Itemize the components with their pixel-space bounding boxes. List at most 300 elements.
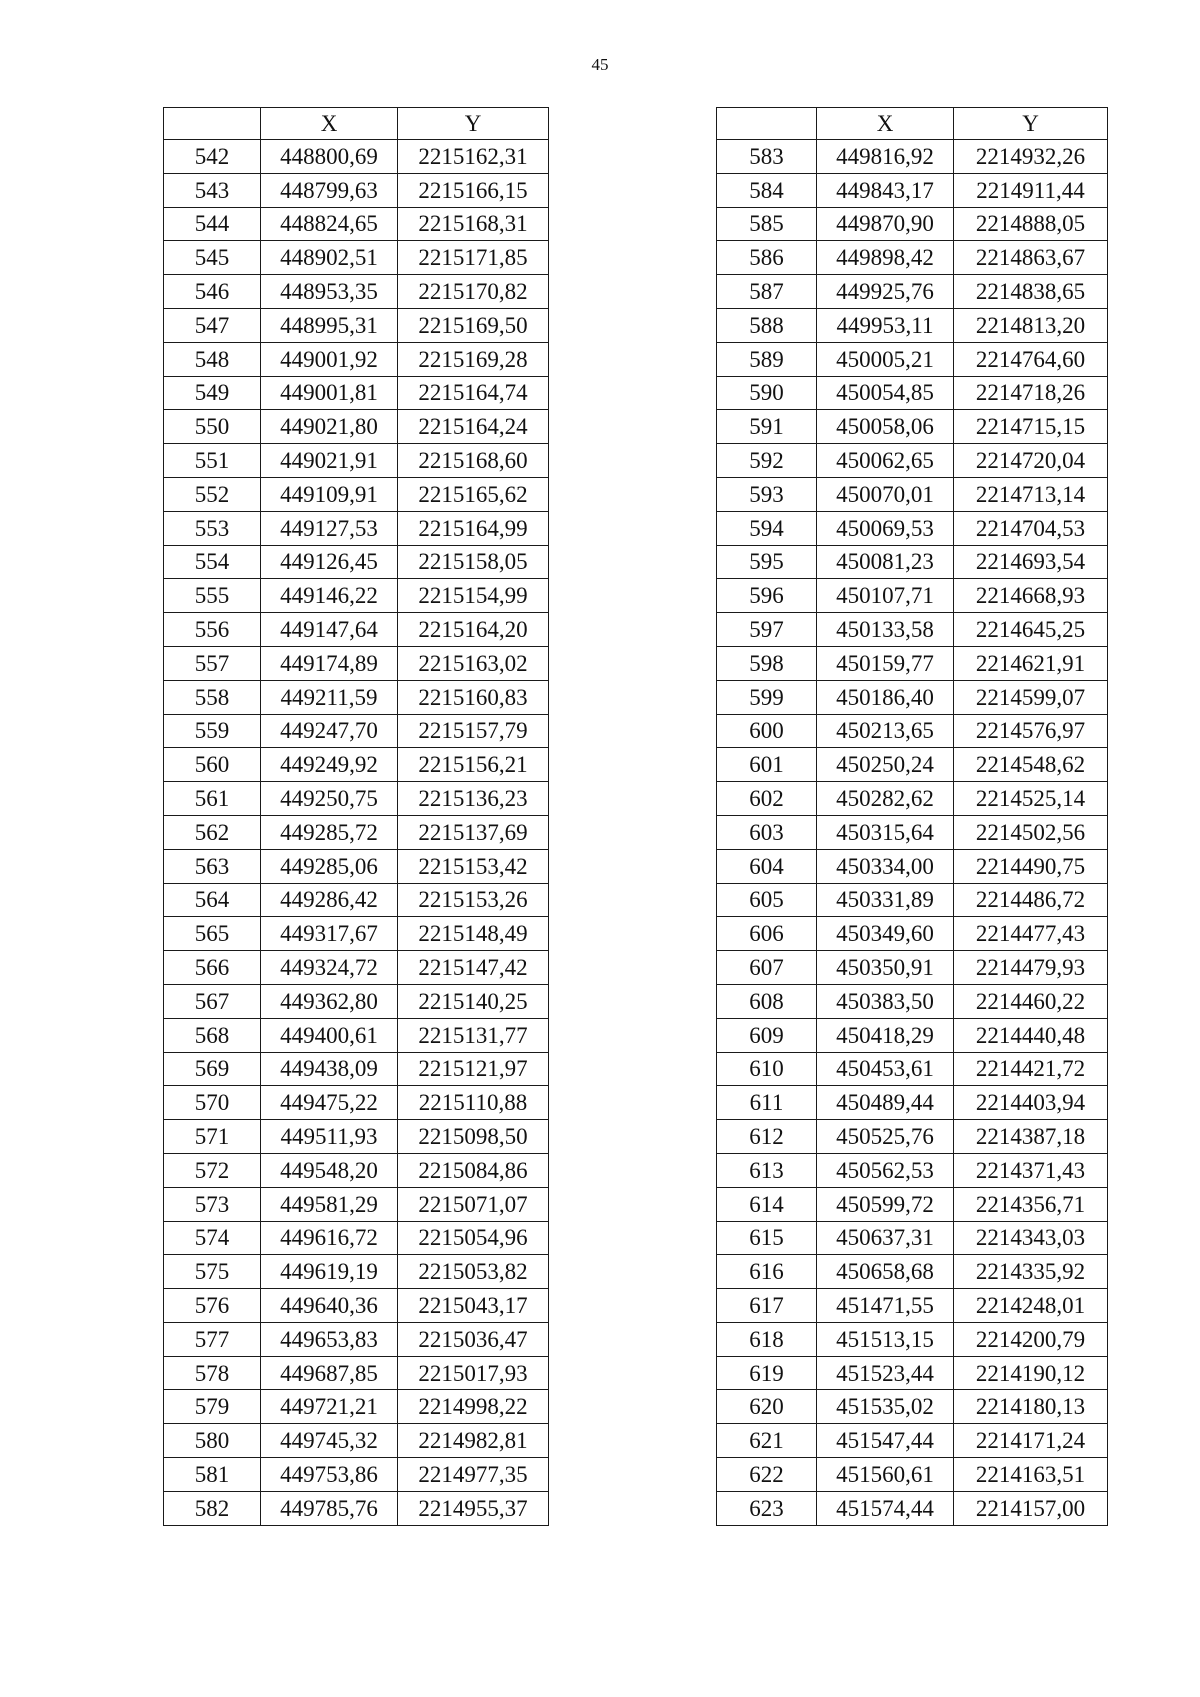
y-coordinate-cell: 2215164,99 (398, 511, 549, 545)
point-number-cell: 563 (164, 849, 261, 883)
y-coordinate-cell: 2215156,21 (398, 748, 549, 782)
table-row (717, 1458, 1108, 1492)
y-coordinate-cell: 2215053,82 (398, 1255, 549, 1289)
table-row (717, 1255, 1108, 1289)
point-number-cell: 588 (717, 308, 817, 342)
point-number-cell: 584 (717, 173, 817, 207)
y-coordinate-cell: 2215098,50 (398, 1120, 549, 1154)
y-coordinate-cell: 2214180,13 (954, 1390, 1108, 1424)
y-coordinate-cell: 2214764,60 (954, 342, 1108, 376)
point-number-cell: 545 (164, 241, 261, 275)
point-number-cell: 617 (717, 1289, 817, 1323)
table-row (717, 748, 1108, 782)
table-row (164, 1221, 549, 1255)
point-number-cell: 592 (717, 444, 817, 478)
y-coordinate-cell: 2214190,12 (954, 1356, 1108, 1390)
x-coordinate-cell: 449127,53 (261, 511, 398, 545)
table-row (717, 613, 1108, 647)
y-coordinate-cell: 2215131,77 (398, 1018, 549, 1052)
table-row (164, 241, 549, 275)
point-number-cell: 594 (717, 511, 817, 545)
point-number-cell: 606 (717, 917, 817, 951)
x-coordinate-cell: 449925,76 (817, 275, 954, 309)
point-number-cell: 593 (717, 477, 817, 511)
point-number-cell: 623 (717, 1491, 817, 1525)
y-coordinate-cell: 2215171,85 (398, 241, 549, 275)
y-coordinate-cell: 2214621,91 (954, 646, 1108, 680)
y-coordinate-cell: 2215148,49 (398, 917, 549, 951)
point-number-cell: 547 (164, 308, 261, 342)
table-row (164, 782, 549, 816)
x-coordinate-cell: 449286,42 (261, 883, 398, 917)
x-coordinate-cell: 449898,42 (817, 241, 954, 275)
y-coordinate-cell: 2214998,22 (398, 1390, 549, 1424)
table-row (717, 1018, 1108, 1052)
point-number-cell: 589 (717, 342, 817, 376)
x-coordinate-cell: 450054,85 (817, 376, 954, 410)
x-coordinate-cell: 450637,31 (817, 1221, 954, 1255)
point-number-cell: 571 (164, 1120, 261, 1154)
point-number-cell: 598 (717, 646, 817, 680)
table-row (164, 680, 549, 714)
x-coordinate-cell: 449285,06 (261, 849, 398, 883)
point-number-cell: 561 (164, 782, 261, 816)
x-coordinate-cell: 448799,63 (261, 173, 398, 207)
y-coordinate-cell: 2214335,92 (954, 1255, 1108, 1289)
table-row (164, 173, 549, 207)
point-number-cell: 570 (164, 1086, 261, 1120)
y-coordinate-cell: 2215110,88 (398, 1086, 549, 1120)
point-number-cell: 551 (164, 444, 261, 478)
point-number-cell: 568 (164, 1018, 261, 1052)
y-coordinate-cell: 2214888,05 (954, 207, 1108, 241)
point-number-cell: 543 (164, 173, 261, 207)
x-coordinate-cell: 449753,86 (261, 1458, 398, 1492)
y-coordinate-cell: 2215140,25 (398, 984, 549, 1018)
table-row (164, 984, 549, 1018)
y-coordinate-cell: 2214713,14 (954, 477, 1108, 511)
x-coordinate-cell: 450069,53 (817, 511, 954, 545)
table-row (717, 444, 1108, 478)
table-row (164, 511, 549, 545)
table-row (717, 1187, 1108, 1221)
y-coordinate-cell: 2214421,72 (954, 1052, 1108, 1086)
point-number-cell: 575 (164, 1255, 261, 1289)
coordinates-table-right (716, 107, 1108, 1526)
y-coordinate-cell: 2214838,65 (954, 275, 1108, 309)
table-row (717, 815, 1108, 849)
x-coordinate-cell: 448995,31 (261, 308, 398, 342)
point-number-cell: 611 (717, 1086, 817, 1120)
y-coordinate-cell: 2214477,43 (954, 917, 1108, 951)
table-row (164, 1086, 549, 1120)
table-row (717, 984, 1108, 1018)
table-row (164, 1390, 549, 1424)
y-coordinate-cell: 2215036,47 (398, 1322, 549, 1356)
point-number-cell: 601 (717, 748, 817, 782)
table-row (164, 1322, 549, 1356)
y-coordinate-cell: 2214576,97 (954, 714, 1108, 748)
x-coordinate-cell: 450489,44 (817, 1086, 954, 1120)
point-number-cell: 583 (717, 140, 817, 174)
y-coordinate-cell: 2214911,44 (954, 173, 1108, 207)
table-row (717, 849, 1108, 883)
y-coordinate-cell: 2215043,17 (398, 1289, 549, 1323)
y-coordinate-cell: 2215169,50 (398, 308, 549, 342)
header-y: Y (398, 108, 549, 140)
x-coordinate-cell: 451560,61 (817, 1458, 954, 1492)
table-row (164, 1153, 549, 1187)
x-coordinate-cell: 449249,92 (261, 748, 398, 782)
table-row (164, 1458, 549, 1492)
y-coordinate-cell: 2215147,42 (398, 951, 549, 985)
y-coordinate-cell: 2215154,99 (398, 579, 549, 613)
point-number-cell: 595 (717, 545, 817, 579)
x-coordinate-cell: 450213,65 (817, 714, 954, 748)
y-coordinate-cell: 2214371,43 (954, 1153, 1108, 1187)
x-coordinate-cell: 449721,21 (261, 1390, 398, 1424)
y-coordinate-cell: 2214548,62 (954, 748, 1108, 782)
point-number-cell: 580 (164, 1424, 261, 1458)
x-coordinate-cell: 449362,80 (261, 984, 398, 1018)
point-number-cell: 548 (164, 342, 261, 376)
table-row (164, 1120, 549, 1154)
x-coordinate-cell: 450250,24 (817, 748, 954, 782)
table-row (717, 1390, 1108, 1424)
table-row (164, 951, 549, 985)
y-coordinate-cell: 2214403,94 (954, 1086, 1108, 1120)
point-number-cell: 576 (164, 1289, 261, 1323)
point-number-cell: 578 (164, 1356, 261, 1390)
table-row (164, 477, 549, 511)
table-row (717, 241, 1108, 275)
point-number-cell: 587 (717, 275, 817, 309)
table-row (717, 714, 1108, 748)
y-coordinate-cell: 2214863,67 (954, 241, 1108, 275)
table-row (164, 1018, 549, 1052)
table-row (717, 545, 1108, 579)
point-number-cell: 560 (164, 748, 261, 782)
table-row (164, 545, 549, 579)
table-row (164, 646, 549, 680)
table-row (717, 140, 1108, 174)
table-row (717, 646, 1108, 680)
table-row (717, 1289, 1108, 1323)
y-coordinate-cell: 2214720,04 (954, 444, 1108, 478)
x-coordinate-cell: 449816,92 (817, 140, 954, 174)
x-coordinate-cell: 449745,32 (261, 1424, 398, 1458)
y-coordinate-cell: 2214343,03 (954, 1221, 1108, 1255)
y-coordinate-cell: 2215168,31 (398, 207, 549, 241)
x-coordinate-cell: 449324,72 (261, 951, 398, 985)
table-row (164, 140, 549, 174)
x-coordinate-cell: 449653,83 (261, 1322, 398, 1356)
x-coordinate-cell: 449548,20 (261, 1153, 398, 1187)
y-coordinate-cell: 2214440,48 (954, 1018, 1108, 1052)
point-number-cell: 558 (164, 680, 261, 714)
y-coordinate-cell: 2214460,22 (954, 984, 1108, 1018)
coordinates-table-left (163, 107, 549, 1526)
table-row (164, 1424, 549, 1458)
y-coordinate-cell: 2215153,26 (398, 883, 549, 917)
table-row (717, 1120, 1108, 1154)
point-number-cell: 554 (164, 545, 261, 579)
y-coordinate-cell: 2215054,96 (398, 1221, 549, 1255)
y-coordinate-cell: 2214479,93 (954, 951, 1108, 985)
point-number-cell: 544 (164, 207, 261, 241)
table-row (164, 849, 549, 883)
x-coordinate-cell: 449174,89 (261, 646, 398, 680)
table-row (717, 275, 1108, 309)
table-row (164, 1052, 549, 1086)
point-number-cell: 590 (717, 376, 817, 410)
point-number-cell: 616 (717, 1255, 817, 1289)
y-coordinate-cell: 2215160,83 (398, 680, 549, 714)
y-coordinate-cell: 2215153,42 (398, 849, 549, 883)
y-coordinate-cell: 2214248,01 (954, 1289, 1108, 1323)
table-row (164, 1356, 549, 1390)
x-coordinate-cell: 450453,61 (817, 1052, 954, 1086)
x-coordinate-cell: 449400,61 (261, 1018, 398, 1052)
header-point-number (164, 108, 261, 140)
point-number-cell: 546 (164, 275, 261, 309)
header-x: X (261, 108, 398, 140)
x-coordinate-cell: 450383,50 (817, 984, 954, 1018)
point-number-cell: 555 (164, 579, 261, 613)
x-coordinate-cell: 449438,09 (261, 1052, 398, 1086)
point-number-cell: 567 (164, 984, 261, 1018)
point-number-cell: 556 (164, 613, 261, 647)
y-coordinate-cell: 2214718,26 (954, 376, 1108, 410)
point-number-cell: 604 (717, 849, 817, 883)
x-coordinate-cell: 450005,21 (817, 342, 954, 376)
point-number-cell: 618 (717, 1322, 817, 1356)
table-row (164, 748, 549, 782)
y-coordinate-cell: 2215166,15 (398, 173, 549, 207)
y-coordinate-cell: 2214982,81 (398, 1424, 549, 1458)
table-row (717, 1322, 1108, 1356)
x-coordinate-cell: 450186,40 (817, 680, 954, 714)
point-number-cell: 613 (717, 1153, 817, 1187)
point-number-cell: 591 (717, 410, 817, 444)
y-coordinate-cell: 2214813,20 (954, 308, 1108, 342)
table-row (717, 342, 1108, 376)
point-number-cell: 553 (164, 511, 261, 545)
x-coordinate-cell: 450334,00 (817, 849, 954, 883)
point-number-cell: 582 (164, 1491, 261, 1525)
y-coordinate-cell: 2214693,54 (954, 545, 1108, 579)
table-row (164, 1491, 549, 1525)
table-row (717, 951, 1108, 985)
table-row (717, 917, 1108, 951)
point-number-cell: 600 (717, 714, 817, 748)
x-coordinate-cell: 450349,60 (817, 917, 954, 951)
table-row (164, 917, 549, 951)
x-coordinate-cell: 449146,22 (261, 579, 398, 613)
table-row (717, 1424, 1108, 1458)
x-coordinate-cell: 450081,23 (817, 545, 954, 579)
y-coordinate-cell: 2214704,53 (954, 511, 1108, 545)
point-number-cell: 569 (164, 1052, 261, 1086)
table-row (164, 275, 549, 309)
table-header-row (164, 108, 549, 140)
point-number-cell: 609 (717, 1018, 817, 1052)
x-coordinate-cell: 450107,71 (817, 579, 954, 613)
point-number-cell: 550 (164, 410, 261, 444)
point-number-cell: 615 (717, 1221, 817, 1255)
table-row (164, 308, 549, 342)
y-coordinate-cell: 2214599,07 (954, 680, 1108, 714)
table-row (164, 579, 549, 613)
y-coordinate-cell: 2214490,75 (954, 849, 1108, 883)
point-number-cell: 620 (717, 1390, 817, 1424)
point-number-cell: 619 (717, 1356, 817, 1390)
y-coordinate-cell: 2214715,15 (954, 410, 1108, 444)
y-coordinate-cell: 2215017,93 (398, 1356, 549, 1390)
x-coordinate-cell: 448824,65 (261, 207, 398, 241)
table-row (164, 376, 549, 410)
table-row (717, 376, 1108, 410)
x-coordinate-cell: 450058,06 (817, 410, 954, 444)
x-coordinate-cell: 450133,58 (817, 613, 954, 647)
y-coordinate-cell: 2214356,71 (954, 1187, 1108, 1221)
y-coordinate-cell: 2215163,02 (398, 646, 549, 680)
y-coordinate-cell: 2215121,97 (398, 1052, 549, 1086)
table-row (164, 444, 549, 478)
x-coordinate-cell: 449475,22 (261, 1086, 398, 1120)
x-coordinate-cell: 449581,29 (261, 1187, 398, 1221)
table-row (164, 342, 549, 376)
x-coordinate-cell: 449870,90 (817, 207, 954, 241)
point-number-cell: 549 (164, 376, 261, 410)
x-coordinate-cell: 451471,55 (817, 1289, 954, 1323)
table-row (164, 1289, 549, 1323)
y-coordinate-cell: 2214955,37 (398, 1491, 549, 1525)
y-coordinate-cell: 2215084,86 (398, 1153, 549, 1187)
table-row (164, 883, 549, 917)
table-row (717, 207, 1108, 241)
point-number-cell: 596 (717, 579, 817, 613)
x-coordinate-cell: 450562,53 (817, 1153, 954, 1187)
table-row (164, 410, 549, 444)
point-number-cell: 607 (717, 951, 817, 985)
point-number-cell: 579 (164, 1390, 261, 1424)
x-coordinate-cell: 449147,64 (261, 613, 398, 647)
point-number-cell: 564 (164, 883, 261, 917)
point-number-cell: 605 (717, 883, 817, 917)
point-number-cell: 586 (717, 241, 817, 275)
point-number-cell: 542 (164, 140, 261, 174)
table-row (164, 815, 549, 849)
table-row (717, 1052, 1108, 1086)
x-coordinate-cell: 449953,11 (817, 308, 954, 342)
y-coordinate-cell: 2214525,14 (954, 782, 1108, 816)
y-coordinate-cell: 2214387,18 (954, 1120, 1108, 1154)
x-coordinate-cell: 450350,91 (817, 951, 954, 985)
x-coordinate-cell: 449640,36 (261, 1289, 398, 1323)
table-row (717, 173, 1108, 207)
x-coordinate-cell: 449001,81 (261, 376, 398, 410)
x-coordinate-cell: 449021,80 (261, 410, 398, 444)
x-coordinate-cell: 451547,44 (817, 1424, 954, 1458)
x-coordinate-cell: 450658,68 (817, 1255, 954, 1289)
point-number-cell: 612 (717, 1120, 817, 1154)
table-row (717, 579, 1108, 613)
y-coordinate-cell: 2214157,00 (954, 1491, 1108, 1525)
table-row (717, 1086, 1108, 1120)
x-coordinate-cell: 449616,72 (261, 1221, 398, 1255)
y-coordinate-cell: 2215137,69 (398, 815, 549, 849)
point-number-cell: 603 (717, 815, 817, 849)
x-coordinate-cell: 450525,76 (817, 1120, 954, 1154)
y-coordinate-cell: 2214645,25 (954, 613, 1108, 647)
table-row (717, 782, 1108, 816)
x-coordinate-cell: 449687,85 (261, 1356, 398, 1390)
table-row (164, 613, 549, 647)
point-number-cell: 597 (717, 613, 817, 647)
point-number-cell: 565 (164, 917, 261, 951)
table-row (717, 308, 1108, 342)
table-row (164, 207, 549, 241)
point-number-cell: 573 (164, 1187, 261, 1221)
y-coordinate-cell: 2214668,93 (954, 579, 1108, 613)
table-row (717, 883, 1108, 917)
y-coordinate-cell: 2215165,62 (398, 477, 549, 511)
x-coordinate-cell: 449511,93 (261, 1120, 398, 1154)
y-coordinate-cell: 2215169,28 (398, 342, 549, 376)
y-coordinate-cell: 2215158,05 (398, 545, 549, 579)
x-coordinate-cell: 449247,70 (261, 714, 398, 748)
point-number-cell: 585 (717, 207, 817, 241)
point-number-cell: 610 (717, 1052, 817, 1086)
x-coordinate-cell: 450599,72 (817, 1187, 954, 1221)
x-coordinate-cell: 450062,65 (817, 444, 954, 478)
y-coordinate-cell: 2214932,26 (954, 140, 1108, 174)
y-coordinate-cell: 2215168,60 (398, 444, 549, 478)
x-coordinate-cell: 451513,15 (817, 1322, 954, 1356)
x-coordinate-cell: 449843,17 (817, 173, 954, 207)
y-coordinate-cell: 2214163,51 (954, 1458, 1108, 1492)
y-coordinate-cell: 2215164,74 (398, 376, 549, 410)
point-number-cell: 572 (164, 1153, 261, 1187)
x-coordinate-cell: 449001,92 (261, 342, 398, 376)
header-point-number (717, 108, 817, 140)
y-coordinate-cell: 2214171,24 (954, 1424, 1108, 1458)
x-coordinate-cell: 449785,76 (261, 1491, 398, 1525)
x-coordinate-cell: 449109,91 (261, 477, 398, 511)
y-coordinate-cell: 2215136,23 (398, 782, 549, 816)
table-row (717, 1153, 1108, 1187)
x-coordinate-cell: 450331,89 (817, 883, 954, 917)
header-y: Y (954, 108, 1108, 140)
point-number-cell: 559 (164, 714, 261, 748)
x-coordinate-cell: 449021,91 (261, 444, 398, 478)
header-x: X (817, 108, 954, 140)
x-coordinate-cell: 449250,75 (261, 782, 398, 816)
x-coordinate-cell: 450315,64 (817, 815, 954, 849)
table-body-right (717, 140, 1108, 1526)
point-number-cell: 622 (717, 1458, 817, 1492)
page-number: 45 (591, 55, 609, 74)
x-coordinate-cell: 449619,19 (261, 1255, 398, 1289)
y-coordinate-cell: 2215164,20 (398, 613, 549, 647)
table-row (717, 1221, 1108, 1255)
point-number-cell: 614 (717, 1187, 817, 1221)
table-row (717, 477, 1108, 511)
point-number-cell: 577 (164, 1322, 261, 1356)
x-coordinate-cell: 449317,67 (261, 917, 398, 951)
x-coordinate-cell: 448800,69 (261, 140, 398, 174)
